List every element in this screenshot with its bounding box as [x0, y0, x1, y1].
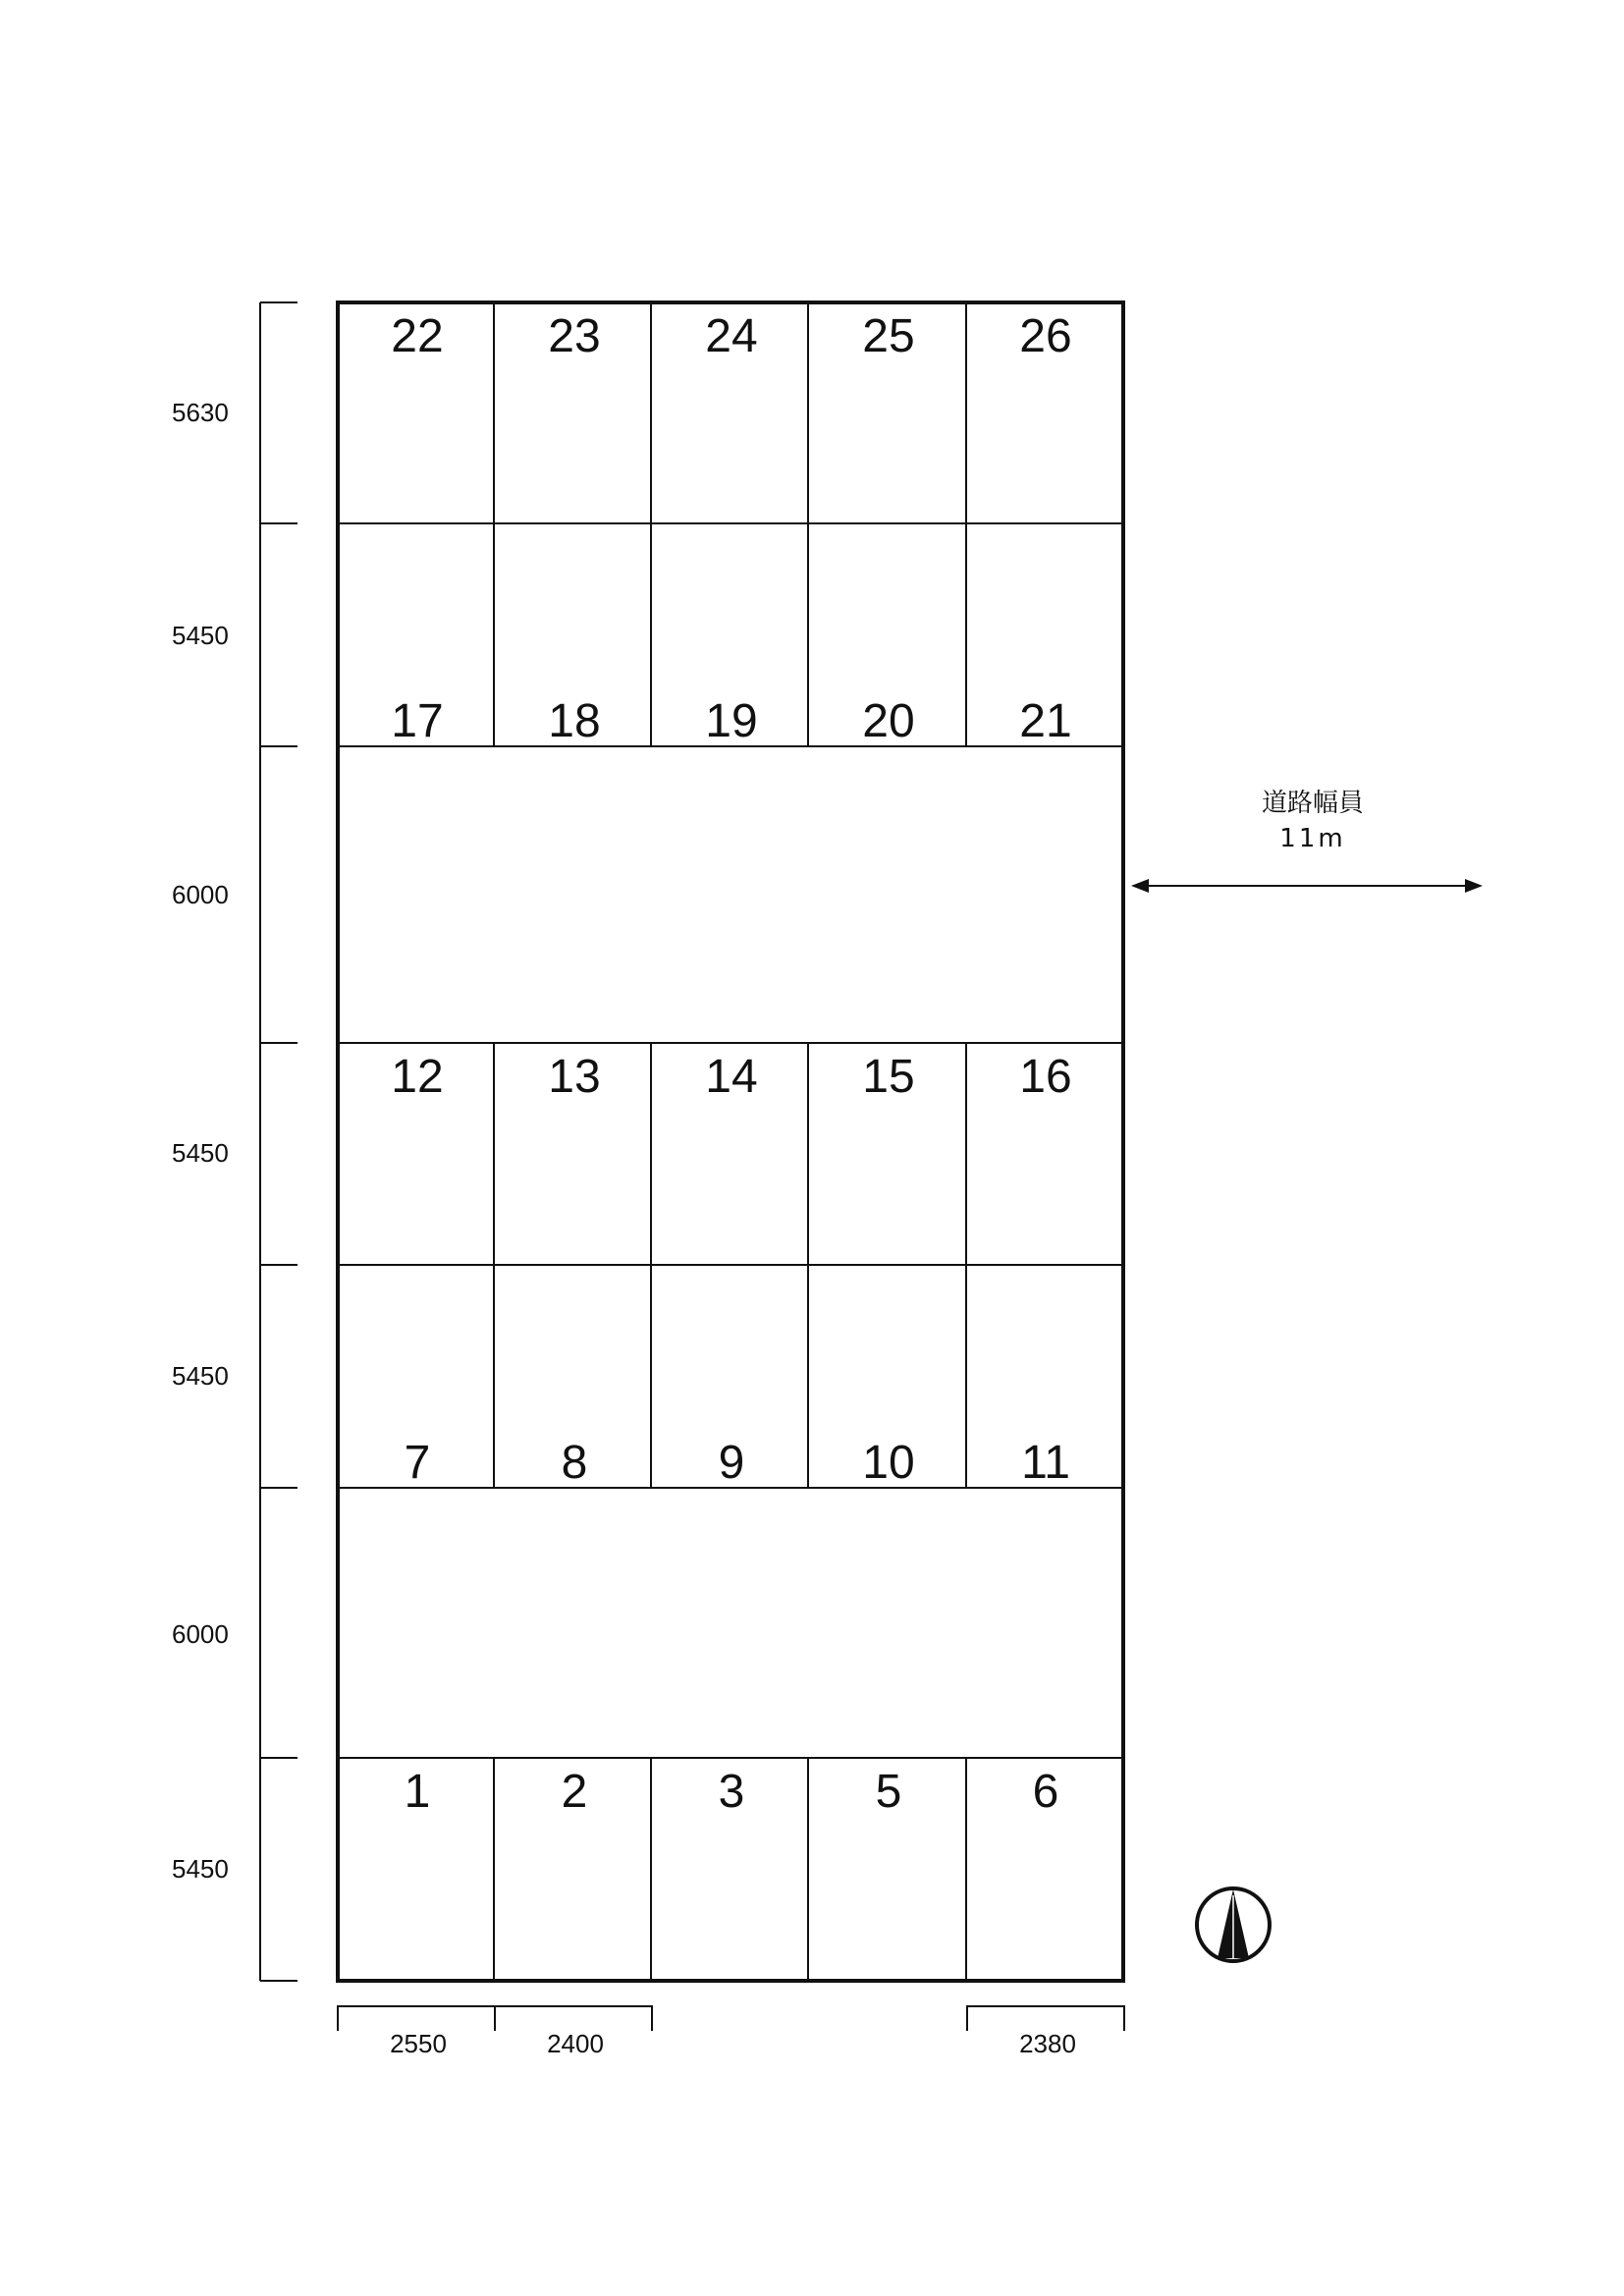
dimension-label: 2380 [1019, 2029, 1076, 2058]
stall-number: 22 [391, 310, 444, 362]
stall-number: 26 [1019, 310, 1072, 362]
horizontal-dimension-lines [338, 2006, 1124, 2031]
stall-number: 14 [705, 1051, 758, 1103]
stall-row-5 [405, 1766, 1059, 1818]
dimension-label: 2550 [390, 2029, 447, 2058]
stall-number: 18 [548, 695, 601, 747]
stall-number: 11 [1021, 1437, 1070, 1489]
stall-number: 19 [705, 695, 758, 747]
dimension-label: 5450 [172, 1138, 229, 1168]
stall-number: 17 [391, 695, 444, 747]
horizontal-dimension-labels [390, 2029, 1076, 2058]
stall-number: 12 [391, 1051, 444, 1103]
vertical-dimension-labels [172, 398, 229, 1884]
stall-number: 1 [404, 1766, 431, 1818]
vertical-dimension-line [260, 302, 298, 1981]
stall-row-4 [405, 1437, 1070, 1489]
dimension-label: 5630 [172, 398, 229, 427]
stall-number: 5 [875, 1766, 902, 1818]
stall-number: 15 [862, 1051, 915, 1103]
stall-number: 3 [718, 1766, 745, 1818]
north-arrow-icon [1197, 1888, 1270, 1961]
dimension-label: 6000 [172, 880, 229, 909]
stall-number: 9 [718, 1437, 745, 1489]
stall-dividers [494, 302, 966, 1981]
stall-number: 8 [561, 1437, 588, 1489]
stall-number: 2 [561, 1766, 588, 1818]
road-width-value: 11m [1279, 824, 1346, 853]
stall-number: 16 [1019, 1051, 1072, 1103]
lot-boundary [338, 302, 1123, 1981]
stall-number: 25 [862, 310, 915, 362]
dimension-label: 5450 [172, 1361, 229, 1391]
dimension-label: 2400 [547, 2029, 604, 2058]
stall-number: 7 [404, 1437, 431, 1489]
stall-number: 6 [1032, 1766, 1059, 1818]
dimension-label: 5450 [172, 1854, 229, 1884]
stall-number: 21 [1019, 695, 1072, 747]
dimension-label: 6000 [172, 1619, 229, 1649]
stall-number: 24 [705, 310, 758, 362]
stall-number: 10 [862, 1437, 915, 1489]
dimension-label: 5450 [172, 621, 229, 650]
double-arrow-icon [1131, 879, 1483, 893]
stall-number: 20 [862, 695, 915, 747]
stall-number: 23 [548, 310, 601, 362]
stall-number: 13 [548, 1051, 601, 1103]
road-width-indicator [1131, 789, 1483, 893]
road-width-label: 道路幅員 [1261, 789, 1365, 818]
